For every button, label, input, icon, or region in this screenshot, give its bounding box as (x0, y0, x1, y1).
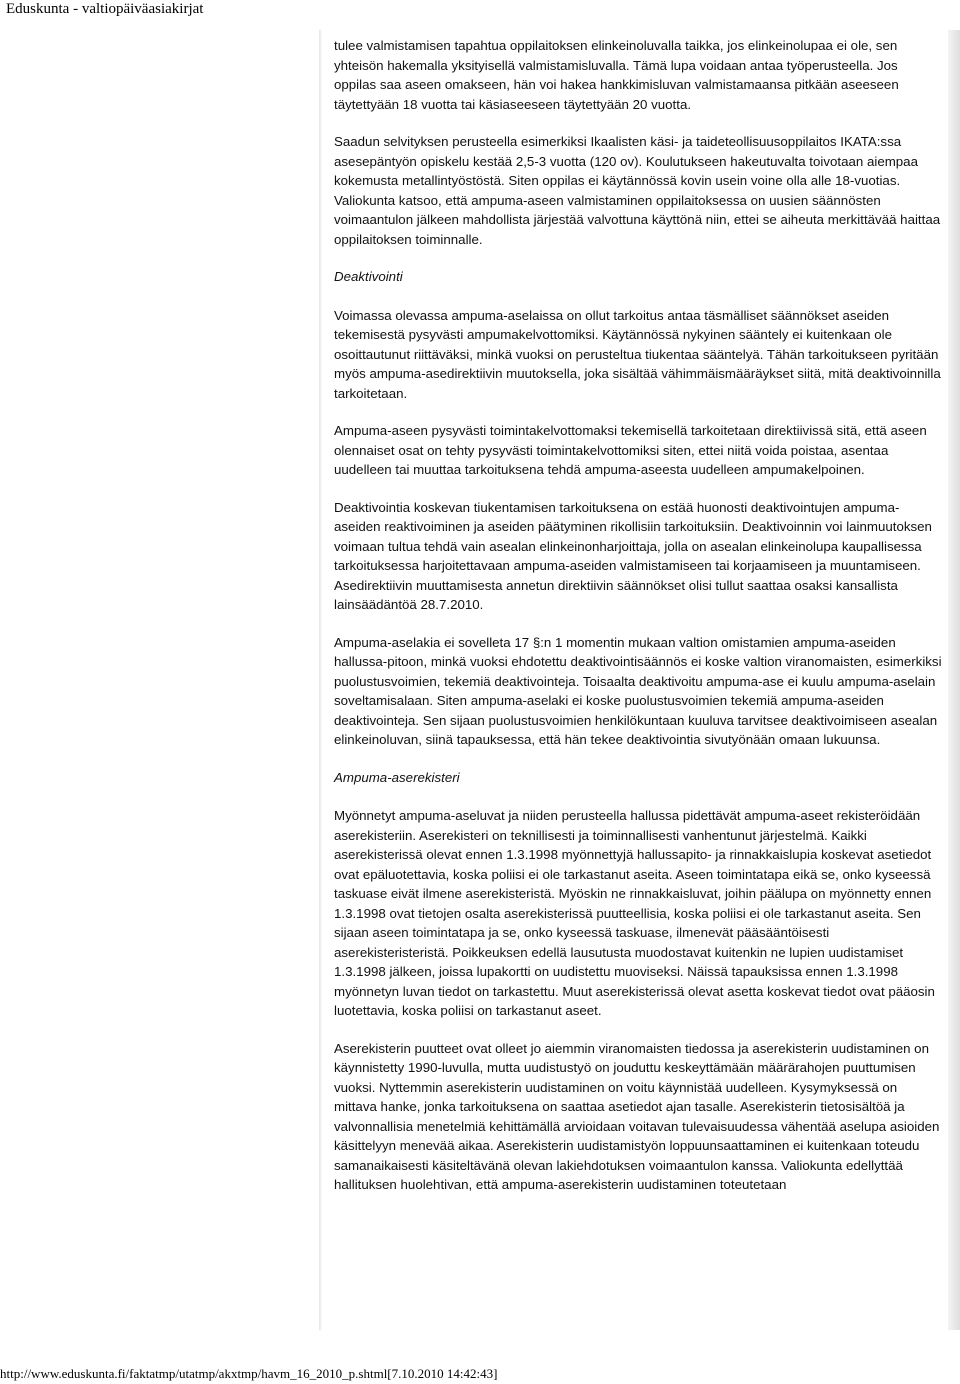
paragraph-aserekisteri-uudistus: Aserekisterin puutteet ovat olleet jo aiemmin viranomaisten tiedossa ja aserekisterin uudistaminen on käynnistetty 1990-luvulla, mutta uudistustyö on jouduttu keskeyttämään määrärahojen puuttumisen vuoksi. Nyttemmin aserekisterin uudistaminen on voitu käynnistää uudelleen. Kysymyksessä on mittava hanke, jonka tarkoituksena on saattaa asetiedot ajan tasalle. Aserekisterin tietosisältöä ja valvonnallisia menetelmiä kehittämällä arvioidaan voitavan tulevaisuudessa vähentää aselupa asioiden käsittelyyn menevää aikaa. Aserekisterin uudistamistyön loppuunsaattaminen ei kuitenkaan toteudu samanaikaisesti käsiteltävänä olevan lakiehdotuksen voimaantulon kanssa. Valiokunta edellyttää hallituksen huolehtivan, että ampuma-aserekisterin uudistaminen toteutetaan (334, 1040, 940, 1192)
content-right-border (948, 30, 960, 1330)
paragraph-direktiivi-maaritelma: Ampuma-aseen pysyvästi toimintakelvottomaksi tekemisellä tarkoitetaan direktiivissä sitä, että aseen olennaiset osat on tehty pysyvästi toimintakelvottomiksi siten, ettei niitä voida poistaa, asentaa uudelleen tai muuttaa tarkoituksena tehdä ampuma-aseesta uudelleen ampumakelpoinen. (334, 423, 927, 477)
paragraph-ikata-example: Saadun selvityksen perusteella esimerkiksi Ikaalisten käsi- ja taideteollisuusoppilaitos IKATA:ssa asesepäntyön opiskelu kestää 2,5-3 vuotta (120 ov). Koulutukseen hakeutuvalta toivotaan aiempaa kokemusta metallintyöstöstä. Siten oppilas ei käytännössä kovin usein voine olla alle 18-vuotias. Valiokunta katsoo, että ampuma-aseen valmistaminen oppilaitoksessa on uusien säännösten voimaantulon jälkeen mahdollista järjestää valvottuna käyttönä niin, ettei se aiheuta merkittävää haittaa oppilaitoksen toiminnalle. (334, 134, 941, 247)
section-heading-deaktivointi: Deaktivointi (334, 269, 403, 284)
document-body (334, 36, 942, 1195)
paragraph-valtion-aseet: Ampuma-aselakia ei sovelleta 17 §:n 1 momentin mukaan valtion omistamien ampuma-aseiden hallussa-pitoon, minkä vuoksi ehdotettu deaktivointisäännös ei koske valtion viranomaisten, esimerkiksi puolustusvoimien, tekemiä deaktivointeja. Toisaalta deaktivoitu ampuma-ase ei kuulu ampuma-aselain soveltamisalaan. Siten ampuma-aselaki ei koske puolustusvoimien tekemiä ampuma-aseiden deaktivointeja. Sen sijaan puolustusvoimien henkilökuntaan kuuluva tarvitsee deaktivoimiseen asealan elinkeinoluvan, siinä tapauksessa, että hän tekee deaktivointia sivutyönään omaan lukuunsa. (334, 634, 942, 747)
page-header-title: Eduskunta - valtiopäiväasiakirjat (6, 1, 204, 17)
paragraph-deaktivointi-intro: Voimassa olevassa ampuma-aselaissa on ollut tarkoitus antaa täsmälliset säännökset aseiden tekemisestä pysyvästi ampumakelvottomiksi. Käytännössä nykyinen sääntely ei kuitenkaan ole osoittautunut riittäväksi, minkä vuoksi on perusteltua tiukentaa sääntelyä. Tähän tarkoitukseen pyritään myös ampuma-asedirektiivin muutoksella, joka sisältää vähimmäismääräykset siitä, mitä deaktivoinnilla tarkoitetaan. (334, 307, 941, 401)
content-left-border (319, 30, 322, 1330)
paragraph-valmistamislupa: tulee valmistamisen tapahtua oppilaitoksen elinkeinoluvalla taikka, jos elinkeinolupaa ei ole, sen yhteisön hakemalla yksityisellä valmistamisluvalla. Tämä lupa voidaan antaa työperusteella. Jos oppilas saa aseen omakseen, hän voi hakea hankkimisluvan valmistamaansa pitkään aseeseen täytettyään 18 vuotta tai käsiaseeseen täytettyään 20 vuotta. (334, 38, 899, 112)
paragraph-tiukentaminen: Deaktivointia koskevan tiukentamisen tarkoituksena on estää huonosti deaktivointujen ampuma-aseiden reaktivoiminen ja aseiden päätyminen rikollisiin tarkoituksiin. Deaktivoinnin voi lainmuutoksen voimaan tultua tehdä vain asealan elinkeinonharjoittaja, jolla on asealan elinkeinolupa kaupallisessa tarkoituksessa harjoitettavaan ampuma-aseiden valmistamiseen tai korjaamiseen ja muuntamiseen. Asedirektiivin muuttamisesta annetun direktiivin säännökset olisi tullut saattaa osaksi kansallista lainsäädäntöä 28.7.2010. (334, 499, 932, 612)
section-heading-aserekisteri: Ampuma-aserekisteri (334, 769, 460, 785)
page-footer-url: http://www.eduskunta.fi/faktatmp/utatmp/akxtmp/havm_16_2010_p.shtml[7.10.2010 14:42:43] (0, 1366, 498, 1381)
paragraph-aserekisteri-tiedot: Myönnetyt ampuma-aseluvat ja niiden perusteella hallussa pidettävät ampuma-aseet rekisteröidään aserekisteriin. Aserekisteri on teknillisesti ja toiminnallisesti vanhentunut järjestelmä. Kaikki aserekisterissä olevat ennen 1.3.1998 myönnettyjä hallussapito- ja rinnakkaislupia koskevat asetiedot ovat epäluotettavia, koska poliisi ei ole tarkastanut aseita. Aseen toimintatapa eikä se, onko kyseessä taskuase eivät ilmene aserekisteristä. Myöskin ne rinnakkaisluvat, joihin päälupa on myönnetty ennen 1.3.1998 ovat tietojen osalta aserekisterissä puutteellisia, koska poliisi ei ole tarkastanut aseita. Sen sijaan aseen toimintatapa ja se, onko kyseessä taskuase, ilmenevät pääsääntöisesti aserekisteristeristä. Poikkeuksen edellä lausutusta muodostavat kuitenkin ne lupien uudistamiset 1.3.1998 jälkeen, joissa lupakortti on uudistettu muoviseksi. Näissä tapauksissa ennen 1.3.1998 myönnetyn luvan tiedot on tarkastettu. Muut aserekisterissä olevat asetta koskevat tiedot ovat pääosin luotettavia, koska poliisi on tarkastanut aseet. (334, 808, 935, 1018)
